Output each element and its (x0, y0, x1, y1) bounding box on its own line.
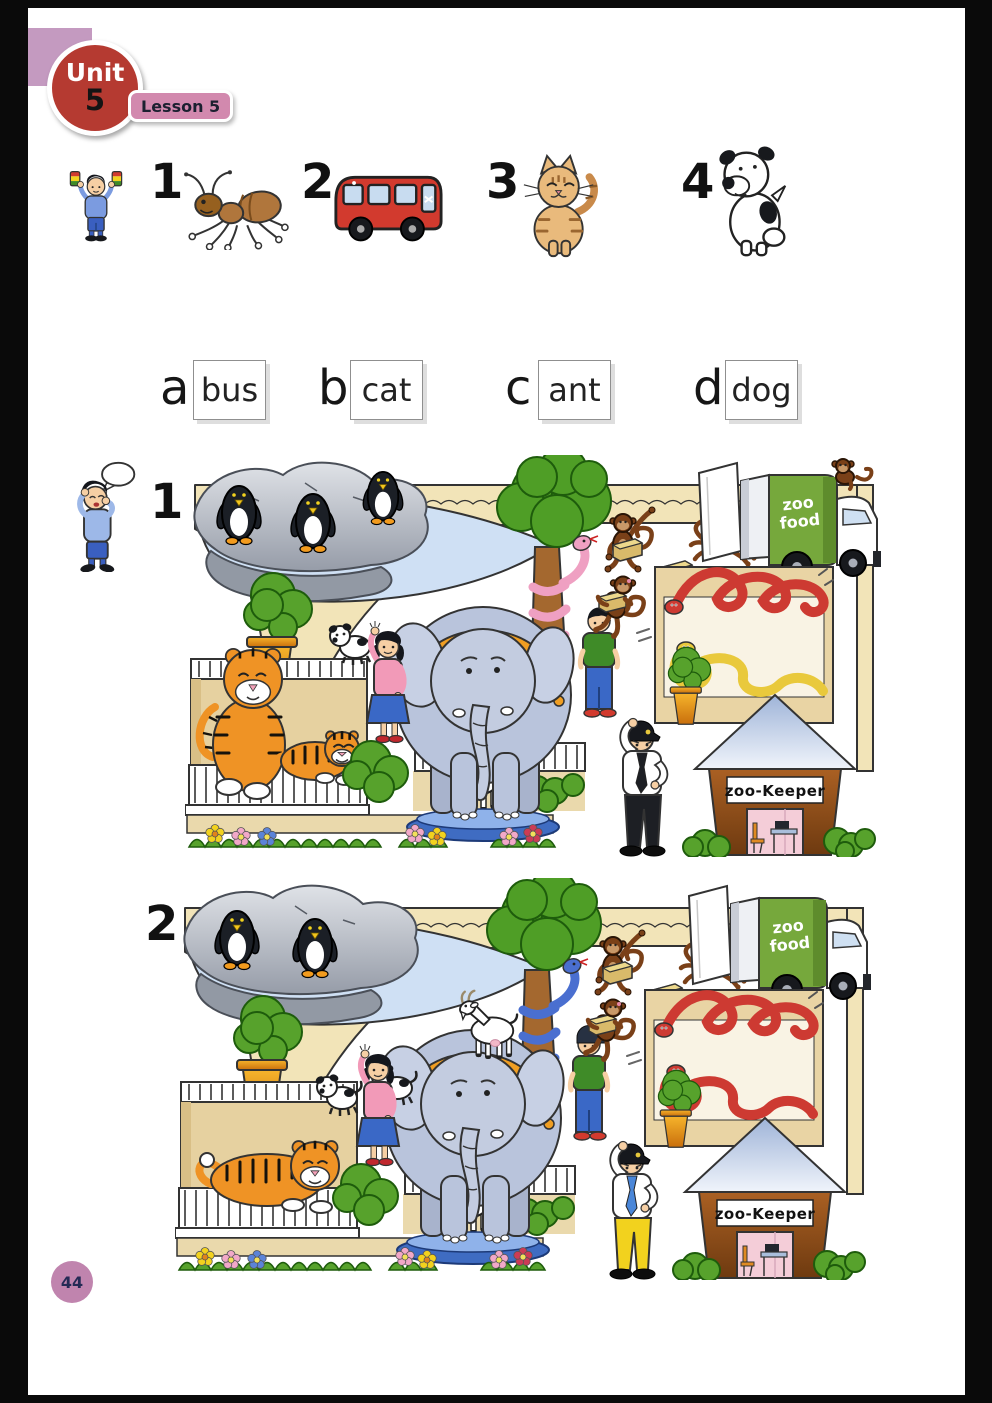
cat-leg (549, 241, 558, 256)
penguin-foot (224, 963, 236, 970)
bus-window (344, 185, 363, 204)
truck-open-door (689, 886, 731, 984)
ant-antennae (187, 172, 229, 194)
boy-shirt (583, 633, 615, 667)
penguin-foot (226, 538, 238, 545)
boy-trousers (87, 542, 108, 559)
woman-leg (382, 1146, 388, 1159)
plant-pot-rim (660, 1110, 691, 1116)
hut-chair-back (743, 1246, 747, 1262)
bus-window (368, 185, 389, 204)
penguin-eye (318, 926, 322, 930)
zoo-scene-2 (175, 878, 875, 1280)
ant-foot (207, 244, 213, 250)
truck-bumper (863, 974, 871, 990)
truck-open-door (699, 463, 741, 561)
dog-leg (742, 241, 751, 255)
ant-leg (194, 221, 223, 235)
ant-leg (229, 225, 237, 246)
penguin-foot (300, 546, 312, 553)
hut-desk (771, 829, 797, 834)
match-item-number: 3 (486, 154, 520, 210)
penguin-foot (371, 518, 382, 524)
boy-visitor (570, 1026, 608, 1140)
monkey (583, 1000, 634, 1063)
penguin-foot (384, 518, 395, 524)
unit-number: 5 (84, 83, 106, 118)
tree-canopy (561, 884, 597, 920)
boy-arm-to-ear (80, 494, 86, 515)
woman-leg (381, 723, 387, 736)
elephant-tusk (491, 1130, 503, 1138)
elephant-front-leg (451, 753, 477, 817)
truck-sign-line: food (778, 509, 821, 533)
penguin-eye (240, 918, 244, 922)
cat-drawing (524, 156, 597, 256)
elephant-front-leg (483, 1176, 509, 1240)
penguin-eye (316, 501, 320, 505)
activity-flag-boy-icon (67, 152, 125, 256)
woman-hand (371, 627, 379, 635)
answer-word: ant (548, 371, 601, 409)
elephant-tusk (453, 709, 465, 717)
keeper-cap-badge (646, 730, 651, 735)
woman-fingers (370, 621, 380, 627)
lesson-tab: Lesson 5 (128, 90, 233, 122)
ant-leg (257, 221, 277, 238)
truck-sign-line: zoo (771, 915, 805, 938)
hut-desk (761, 1252, 787, 1257)
keeper-cap-badge (636, 1153, 641, 1158)
boy-hand (81, 488, 89, 496)
plant-pot-rim (237, 1060, 287, 1070)
grass-tuft (481, 1263, 545, 1271)
dog-hind-leg (763, 229, 784, 246)
dog-nose (332, 637, 337, 642)
toenail (461, 814, 469, 820)
keeper-hand (629, 719, 638, 728)
bus-drawing (336, 177, 441, 240)
scene-label: 1 (150, 474, 184, 530)
tiger-muzzle (236, 680, 271, 704)
plant-pot (674, 693, 698, 724)
keeper-shoe (620, 846, 642, 856)
zoo-keeper (620, 719, 667, 857)
ant-leg (247, 225, 257, 244)
woman-shoe (389, 736, 403, 743)
boy-shirt (85, 196, 107, 219)
monkey-face (607, 944, 619, 953)
hut-chair-seat (741, 1262, 754, 1266)
penguin-foot (302, 971, 314, 978)
match-picture-dog (708, 146, 798, 258)
keeper-hand (619, 1142, 628, 1151)
grass-tuft (491, 840, 555, 848)
page-number-badge (51, 1261, 93, 1303)
woman-shoe (379, 1159, 393, 1166)
keeper-shoe (610, 1269, 632, 1279)
ant-foot (276, 236, 282, 242)
dog-nose (319, 1088, 324, 1093)
match-picture-bus (328, 162, 448, 250)
toenail (503, 814, 511, 820)
monkey (593, 577, 644, 640)
answer-word: bus (200, 371, 259, 409)
plant-leaves (241, 1012, 273, 1044)
pen-base-rail (185, 805, 369, 815)
pen-base-rail (175, 1228, 359, 1238)
penguin-eye (230, 918, 234, 922)
pit-snake-head (665, 600, 683, 614)
unit-label: Unit (65, 58, 125, 88)
plant-leaves (663, 1080, 683, 1100)
zoo-keeper (610, 1142, 657, 1280)
flag-stripe (70, 172, 79, 177)
ant-foot (225, 245, 231, 250)
ant-foot (255, 243, 261, 249)
answer-letter-b: b (318, 360, 349, 416)
boy-shoe (95, 235, 107, 241)
monkey-face (838, 465, 848, 472)
tiger-sitting-body (213, 699, 285, 791)
woman-shoe (376, 736, 390, 743)
hut-laptop (765, 1244, 779, 1252)
keeper-fist (651, 781, 659, 789)
hut-chair-seat (751, 839, 764, 843)
penguin-eye (308, 926, 312, 930)
woman-fingers (360, 1044, 370, 1050)
truck-sign-line: food (768, 932, 811, 956)
ant-foot (189, 233, 195, 239)
penguin-foot (314, 546, 326, 553)
tree-canopy (517, 457, 557, 497)
boy-hand (77, 181, 83, 187)
boy-shirt (573, 1056, 605, 1090)
truck-opening-shadow (741, 479, 749, 559)
penguin-eye (386, 478, 389, 481)
goat-udder (490, 1040, 500, 1047)
penguin-foot (316, 971, 328, 978)
ant-foot (282, 224, 288, 230)
toenail (511, 812, 519, 818)
flag-stripe (112, 172, 121, 177)
flag-stripe (112, 176, 121, 181)
zoo-food-truck (689, 886, 871, 1005)
penguin-pool (194, 463, 553, 602)
penguin-eye (306, 501, 310, 505)
truck-opening-shadow (731, 902, 739, 982)
boy-hand (108, 181, 114, 187)
hut-laptop (775, 821, 789, 829)
toenail (495, 812, 503, 818)
answer-word: dog (731, 371, 792, 409)
tiger-tail-tip (200, 1153, 214, 1167)
boy-shoe (584, 709, 600, 717)
tiger-paw (310, 1201, 332, 1213)
elephant-front-leg (493, 753, 519, 817)
tiger-paw (216, 779, 242, 795)
toenail (501, 1235, 509, 1241)
monkey-tail (857, 469, 871, 480)
truck-bumper (873, 551, 881, 567)
woman-skirt (367, 695, 409, 723)
workbook-page (28, 8, 965, 1395)
dog-nose (722, 177, 734, 189)
monkey-cap-spot (627, 579, 631, 583)
zoo-scene-1 (185, 455, 885, 857)
plant-leaves (673, 657, 693, 677)
toenail (493, 1237, 501, 1243)
scene-label: 2 (145, 896, 179, 952)
answer-box-b[interactable] (350, 360, 423, 420)
cat-leg (561, 241, 570, 256)
flag-boy-drawing (70, 172, 121, 242)
cat-body (535, 205, 583, 253)
answer-box-a[interactable] (193, 360, 266, 420)
dog-drawing (717, 146, 786, 255)
woman-shoe (366, 1159, 380, 1166)
answer-letter-a: a (160, 360, 190, 416)
dog-leg (757, 243, 766, 255)
woman-skirt (357, 1118, 399, 1146)
elephant-front-leg (441, 1176, 467, 1240)
keeper-trousers (615, 1218, 651, 1270)
tiger-paw (282, 1199, 304, 1211)
monkey-cap-spot (617, 1002, 621, 1006)
tiger-paw (244, 783, 270, 799)
answer-box-c[interactable] (538, 360, 611, 420)
boy-hand (102, 497, 110, 505)
dog-tail (772, 186, 785, 201)
keeper-trousers (625, 795, 661, 847)
ant-abdomen (236, 189, 283, 225)
penguin-eye (242, 493, 246, 497)
plant-leaves (251, 589, 283, 621)
answer-letter-c: c (505, 360, 532, 416)
hut-chair-back (753, 823, 757, 839)
toenail (451, 1237, 459, 1243)
boy-shoe (574, 1132, 590, 1140)
tree-canopy (571, 461, 607, 497)
bus-window (395, 185, 416, 204)
boy-shoe (590, 1132, 606, 1140)
zoo-food-truck (699, 459, 881, 582)
elephant-tusk (501, 707, 513, 715)
bus-highlight (352, 181, 356, 185)
match-picture-ant (178, 168, 290, 250)
penguin-foot (240, 538, 252, 545)
activity-listening-icon (65, 460, 141, 572)
woman-leg (371, 1146, 377, 1159)
plant-pot (664, 1116, 688, 1147)
bush (814, 1251, 865, 1280)
woman-leg (392, 723, 398, 736)
flag-stripe (70, 176, 79, 181)
hut-sign-text: zoo-Keeper (724, 782, 826, 800)
toenail (443, 1235, 451, 1241)
penguin-pool (184, 886, 543, 1025)
penguin-eye (232, 493, 236, 497)
match-item-number: 4 (681, 154, 715, 210)
tiger-paw (316, 773, 334, 783)
woman-hand (361, 1050, 369, 1058)
boy-open-mouth (94, 503, 100, 507)
match-item-number: 2 (301, 154, 335, 210)
boy-visitor (580, 607, 617, 717)
elephant-tusk (443, 1132, 455, 1140)
hut-sign-text: zoo-Keeper (714, 1205, 816, 1223)
cat-head (538, 167, 578, 207)
unit-badge (47, 40, 143, 136)
zoo-scene-content (175, 878, 871, 1280)
monkey-face (617, 521, 629, 530)
answer-word: cat (361, 371, 412, 409)
ant-eye (201, 200, 205, 204)
dog-spot (399, 1079, 409, 1087)
bush (824, 828, 875, 857)
keeper-fist (641, 1204, 649, 1212)
penguin-foot (238, 963, 250, 970)
toenail (459, 1235, 467, 1241)
goat-tail (510, 1015, 517, 1024)
monkey-face (607, 1006, 619, 1015)
keeper-shoe (633, 1269, 655, 1279)
dog-spot (357, 638, 367, 646)
listen-boy-drawing (80, 463, 135, 572)
answer-box-d[interactable] (725, 360, 798, 420)
tree-canopy (507, 880, 547, 920)
plant-pot-rim (247, 637, 297, 647)
toenail (453, 812, 461, 818)
truck-body-shade (823, 477, 836, 563)
pit-snake-head (655, 1023, 673, 1037)
page-number: 44 (60, 1272, 84, 1292)
toenail (469, 812, 477, 818)
plant-pot-rim (670, 687, 701, 693)
match-picture-cat (520, 154, 602, 260)
penguin-eye (377, 478, 380, 481)
keeper-shoe (643, 846, 665, 856)
ant-drawing (184, 170, 288, 250)
zoo-scene-content (185, 455, 881, 857)
dog-spot (344, 1089, 354, 1097)
toenail (485, 1235, 493, 1241)
truck-sign-line: zoo (781, 492, 815, 515)
boy-shoe (600, 709, 616, 717)
truck-body-shade (813, 900, 826, 986)
goat-beard (461, 1012, 466, 1020)
answer-letter-d: d (693, 360, 724, 416)
monkey-face (617, 583, 629, 592)
match-item-number: 1 (150, 154, 184, 210)
